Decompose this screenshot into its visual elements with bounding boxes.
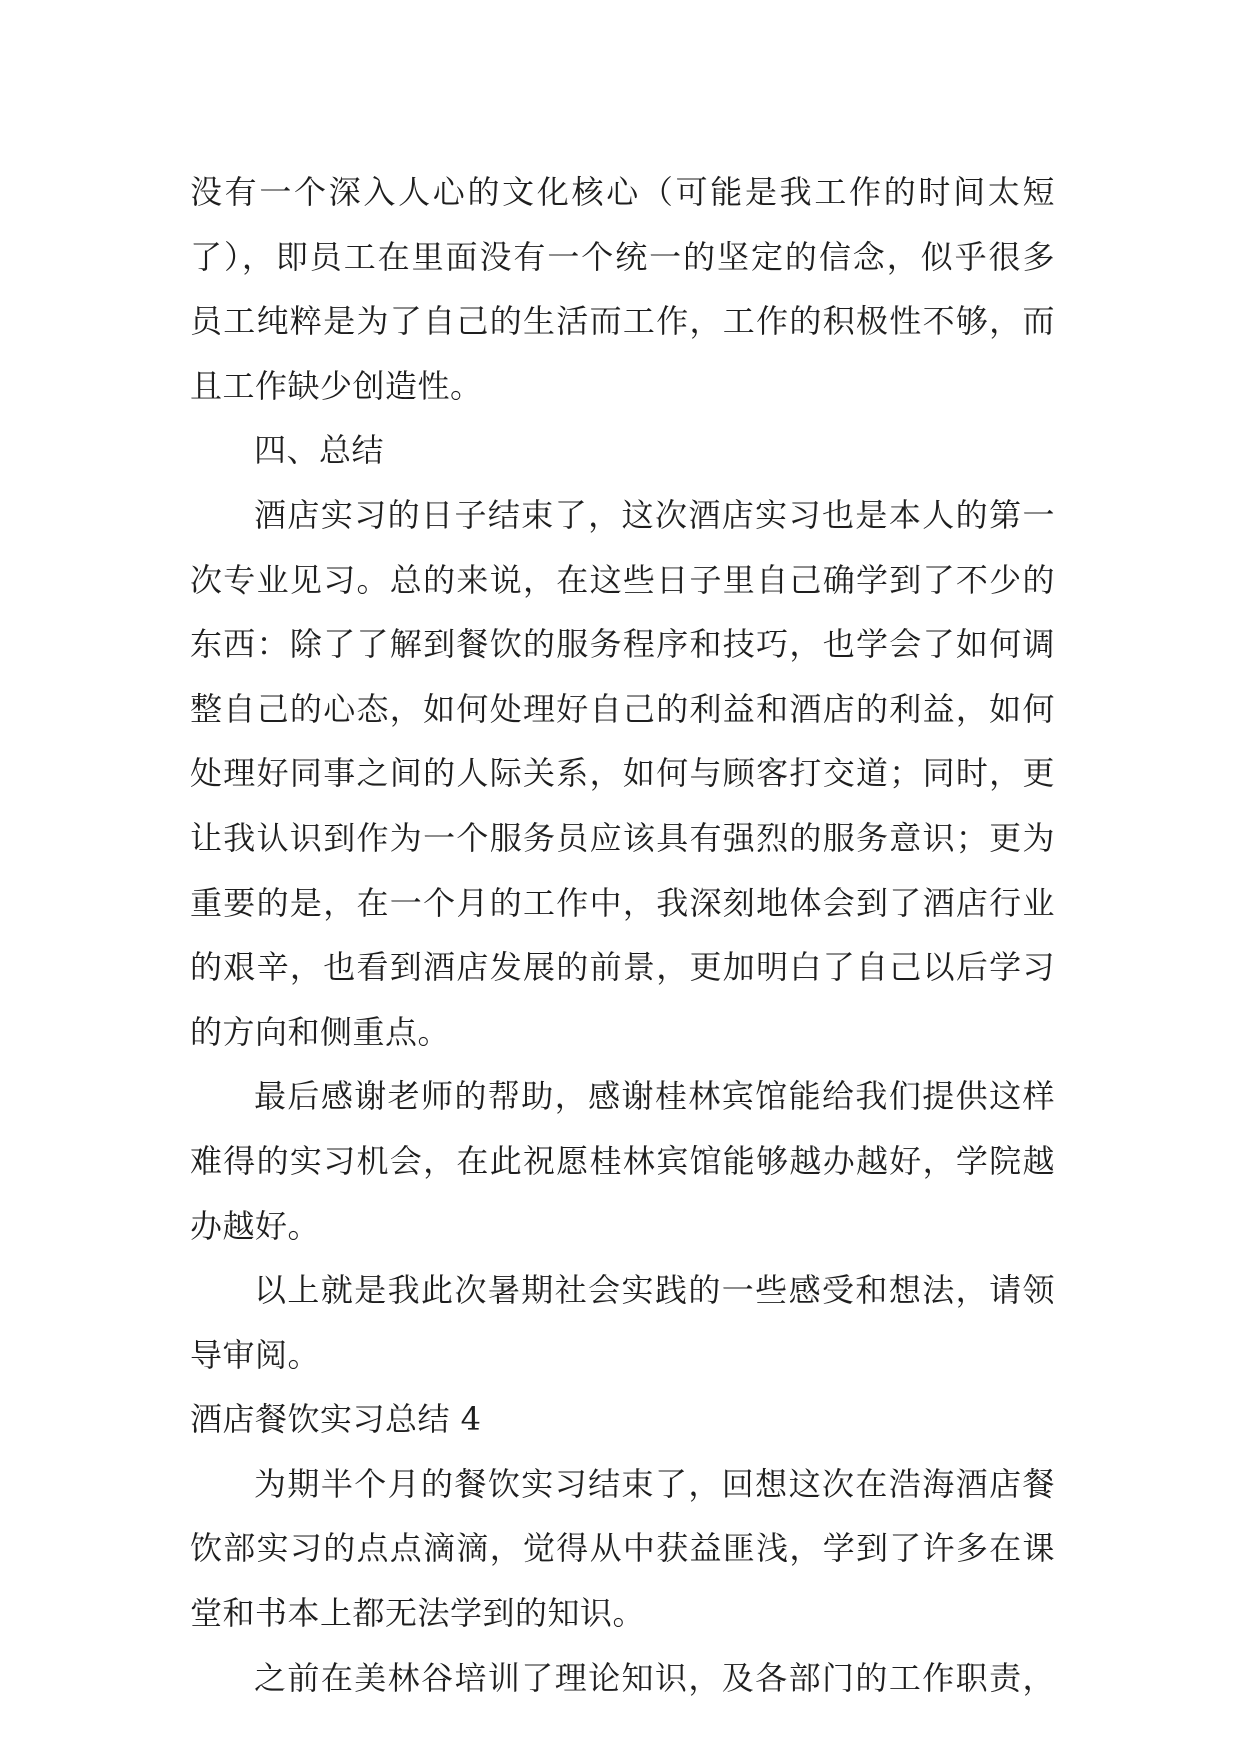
text-line: 员工纯粹是为了自己的生活而工作，工作的积极性不够，而 [190,302,1055,341]
text-line: 为期半个月的餐饮实习结束了，回想这次在浩海酒店餐 [254,1464,1055,1503]
text-line: 重要的是，在一个月的工作中，我深刻地体会到了酒店行业 [190,883,1055,922]
text-line: 东西：除了了解到餐饮的服务程序和技巧，也学会了如何调 [190,625,1055,664]
text-line: 堂和书本上都无法学到的知识。 [190,1594,646,1633]
document-body [190,160,1055,1710]
text-line: 次专业见习。总的来说，在这些日子里自己确学到了不少的 [190,560,1055,599]
text-line: 难得的实习机会，在此祝愿桂林宾馆能够越办越好，学院越 [190,1141,1055,1180]
text-line: 办越好。 [190,1206,321,1245]
text-line: 的艰辛，也看到酒店发展的前景，更加明白了自己以后学习 [190,948,1055,987]
text-line: 饮部实习的点点滴滴，觉得从中获益匪浅，学到了许多在课 [190,1529,1055,1568]
text-line: 的方向和侧重点。 [190,1012,451,1051]
text-line: 了），即员工在里面没有一个统一的坚定的信念，似乎很多 [190,237,1055,276]
text-line: 导审阅。 [190,1335,321,1374]
text-line: 酒店餐饮实习总结 4 [190,1400,482,1439]
text-line: 没有一个深入人心的文化核心（可能是我工作的时间太短 [190,173,1055,211]
text-line: 四、总结 [254,431,385,470]
text-line: 最后感谢老师的帮助，感谢桂林宾馆能给我们提供这样 [254,1077,1055,1116]
text-line: 让我认识到作为一个服务员应该具有强烈的服务意识；更为 [190,818,1055,857]
text-line: 酒店实习的日子结束了，这次酒店实习也是本人的第一 [254,495,1055,534]
text-line: 以上就是我此次暑期社会实践的一些感受和想法，请领 [254,1271,1055,1310]
text-line: 处理好同事之间的人际关系，如何与顾客打交道；同时，更 [190,754,1055,793]
text-line: 且工作缺少创造性。 [190,366,483,405]
text-line: 整自己的心态，如何处理好自己的利益和酒店的利益，如何 [190,689,1055,728]
text-line: 之前在美林谷培训了理论知识，及各部门的工作职责， [254,1658,1055,1697]
